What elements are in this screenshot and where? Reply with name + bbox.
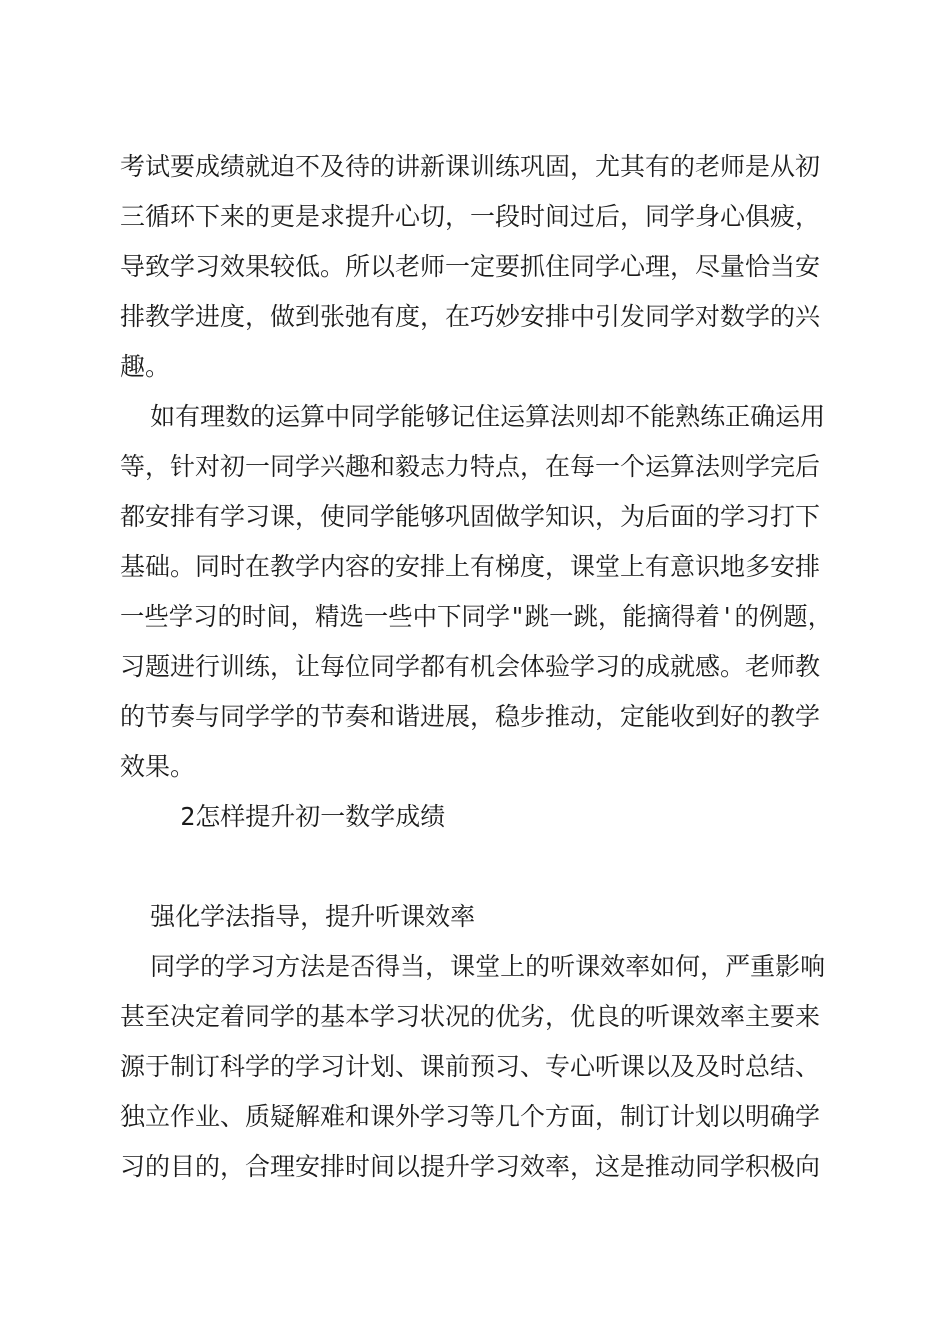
text-line: 如有理数的运算中同学能够记住运算法则却不能熟练正确运用 <box>120 402 826 431</box>
text-line: 等，针对初一同学兴趣和毅志力特点，在每一个运算法则学完后 <box>120 452 821 481</box>
text-line: 习的目的，合理安排时间以提升学习效率，这是推动同学积极向 <box>120 1152 821 1181</box>
text-line: 独立作业、质疑解难和课外学习等几个方面，制订计划以明确学 <box>120 1102 821 1131</box>
text-line: 甚至决定着同学的基本学习状况的优劣，优良的听课效率主要来 <box>120 1002 821 1031</box>
text-line: 排教学进度，做到张弛有度，在巧妙安排中引发同学对数学的兴 <box>120 302 821 331</box>
text-line: 的节奏与同学学的节奏和谐进展，稳步推动，定能收到好的教学 <box>120 702 821 731</box>
text-line: 都安排有学习课，使同学能够巩固做学知识，为后面的学习打下 <box>120 502 821 531</box>
text-line: 基础。同时在教学内容的安排上有梯度，课堂上有意识地多安排 <box>120 552 821 581</box>
subsection-heading: 强化学法指导，提升听课效率 <box>120 902 476 931</box>
text-line: 一些学习的时间，精选一些中下同学"跳一跳，能摘得着'的例题， <box>120 602 833 631</box>
text-line: 趣。 <box>120 352 171 381</box>
text-line: 源于制订科学的学习计划、课前预习、专心听课以及及时总结、 <box>120 1052 821 1081</box>
section-heading: 2怎样提升初一数学成绩 <box>120 802 446 831</box>
text-line: 效果。 <box>120 752 196 781</box>
text-line: 考试要成绩就迫不及待的讲新课训练巩固，尤其有的老师是从初 <box>120 152 821 181</box>
text-line: 同学的学习方法是否得当，课堂上的听课效率如何，严重影响 <box>120 952 826 981</box>
text-line: 导致学习效果较低。所以老师一定要抓住同学心理，尽量恰当安 <box>120 252 821 281</box>
text-line: 三循环下来的更是求提升心切，一段时间过后，同学身心俱疲， <box>120 202 821 231</box>
text-line: 习题进行训练，让每位同学都有机会体验学习的成就感。老师教 <box>120 652 821 681</box>
